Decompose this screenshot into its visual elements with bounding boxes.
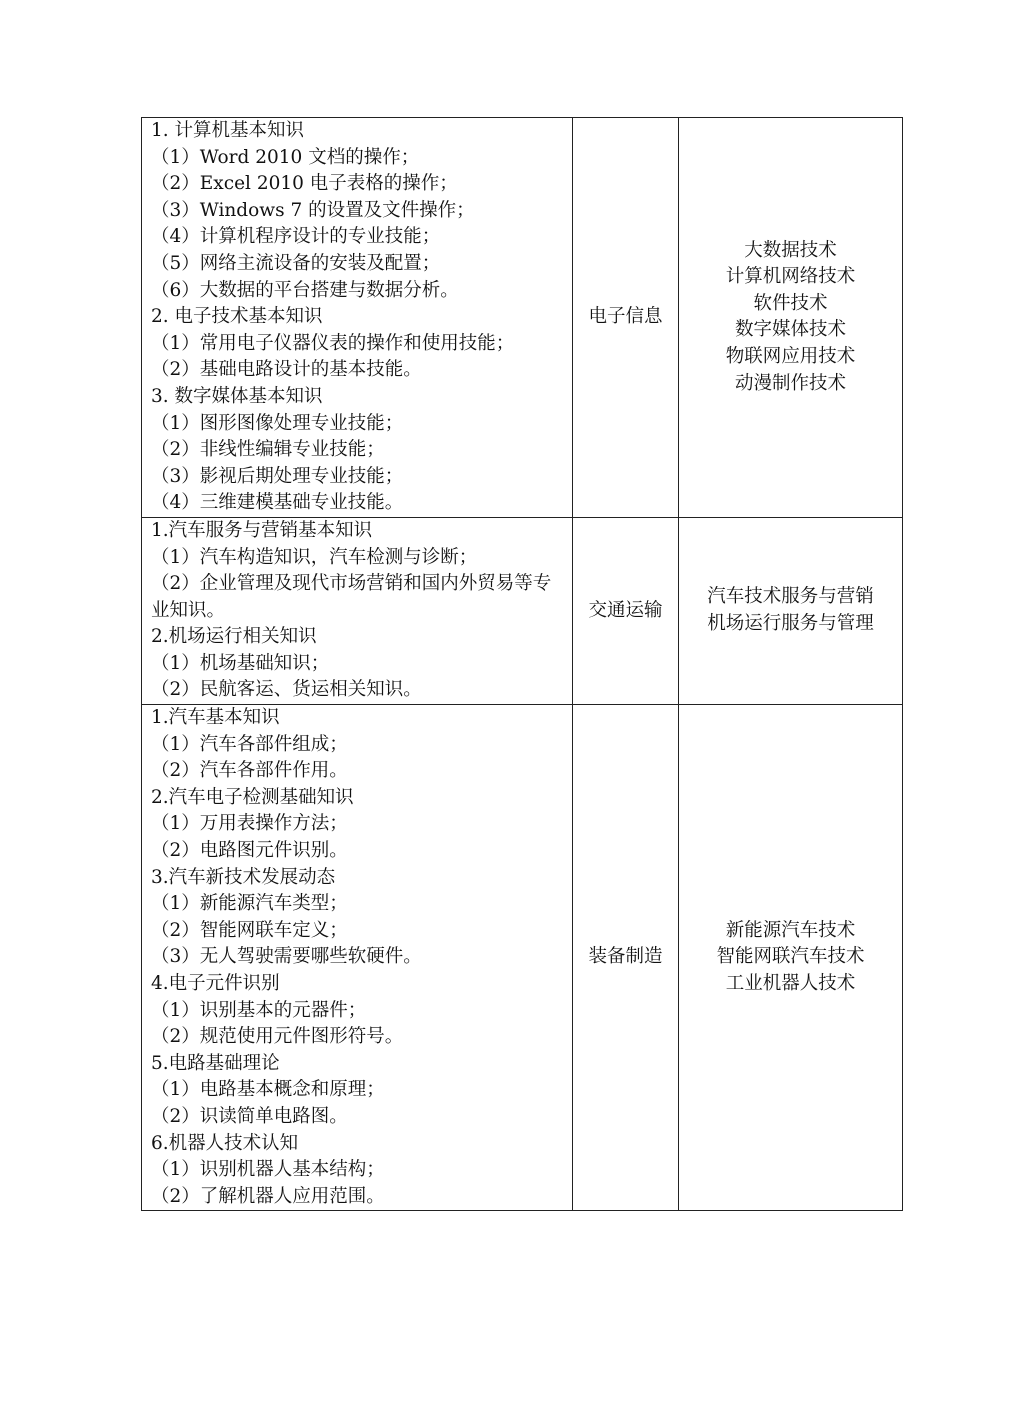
major-name: 智能网联汽车技术 xyxy=(716,946,865,968)
category-cell xyxy=(573,705,679,1211)
content-line: 2.汽车电子检测基础知识 xyxy=(151,786,354,808)
content-line: 1. 计算机基本知识 xyxy=(151,120,305,141)
category-label: 电子信息 xyxy=(588,306,663,328)
category-cell xyxy=(573,517,679,704)
majors-cell xyxy=(679,118,903,518)
major-name: 计算机网络技术 xyxy=(725,266,856,288)
major-name: 数字媒体技术 xyxy=(734,319,846,341)
major-name: 软件技术 xyxy=(753,292,828,314)
content-line: （1）万用表操作方法； xyxy=(151,813,348,835)
content-line: （1）Word 2010 文档的操作； xyxy=(151,146,420,168)
major-name: 汽车技术服务与营销 xyxy=(707,586,874,608)
table-row xyxy=(142,705,903,1211)
major-name: 物联网应用技术 xyxy=(725,346,856,368)
category-cell xyxy=(573,118,679,518)
content-line: （4）三维建模基础专业技能。 xyxy=(151,492,404,514)
content-line: （2）识读简单电路图。 xyxy=(151,1105,348,1127)
content-line: （2）Excel 2010 电子表格的操作； xyxy=(151,173,458,195)
category-label: 装备制造 xyxy=(588,946,663,968)
table-row xyxy=(142,517,903,704)
content-cell xyxy=(142,118,573,518)
content-line: 5.电路基础理论 xyxy=(151,1052,280,1074)
content-line: 3.汽车新技术发展动态 xyxy=(151,866,336,888)
content-line: （1）识别基本的元器件； xyxy=(151,999,367,1021)
majors-cell xyxy=(679,517,903,704)
content-line: （2）基础电路设计的基本技能。 xyxy=(151,359,422,381)
major-name: 工业机器人技术 xyxy=(725,973,856,994)
content-line: （3）Windows 7 的设置及文件操作； xyxy=(151,199,475,221)
content-cell xyxy=(142,705,573,1211)
content-line: （4）计算机程序设计的专业技能； xyxy=(151,226,441,248)
content-line: （2）智能网联车定义； xyxy=(151,919,348,941)
content-line: （6）大数据的平台搭建与数据分析。 xyxy=(151,279,459,301)
content-line: 1.汽车基本知识 xyxy=(151,707,280,729)
content-line: （1）图形图像处理专业技能； xyxy=(151,412,404,434)
content-line: （1）电路基本概念和原理； xyxy=(151,1079,385,1101)
table-row xyxy=(142,118,903,518)
content-line: （3）影视后期处理专业技能； xyxy=(151,465,404,487)
content-cell xyxy=(142,517,573,704)
content-line: （1）汽车构造知识，汽车检测与诊断； xyxy=(151,546,478,568)
content-line: （5）网络主流设备的安装及配置； xyxy=(151,252,441,274)
content-line: （2）规范使用元件图形符号。 xyxy=(151,1026,404,1048)
curriculum-table xyxy=(141,117,903,1211)
majors-cell xyxy=(679,705,903,1211)
content-line: 3. 数字媒体基本知识 xyxy=(151,385,323,407)
content-line: （1）新能源汽车类型； xyxy=(151,893,348,915)
content-line: （2）民航客运、货运相关知识。 xyxy=(151,679,422,701)
major-name: 新能源汽车技术 xyxy=(725,919,856,941)
major-name: 机场运行服务与管理 xyxy=(707,612,874,634)
content-line: （2）非线性编辑专业技能； xyxy=(151,439,385,461)
major-name: 大数据技术 xyxy=(744,239,837,261)
content-line: （2）了解机器人应用范围。 xyxy=(151,1185,385,1207)
content-line: （1）汽车各部件组成； xyxy=(151,733,348,755)
major-name: 动漫制作技术 xyxy=(734,372,846,394)
content-line: （3）无人驾驶需要哪些软硬件。 xyxy=(151,946,422,968)
content-line: （1）识别机器人基本结构； xyxy=(151,1159,385,1181)
content-line: （2）企业管理及现代市场营销和国内外贸易等专业知识。 xyxy=(151,573,552,621)
content-line: （1）机场基础知识； xyxy=(151,652,330,674)
content-line: 2.机场运行相关知识 xyxy=(151,626,317,648)
category-label: 交通运输 xyxy=(588,599,663,621)
content-line: 2. 电子技术基本知识 xyxy=(151,306,323,328)
content-line: 1.汽车服务与营销基本知识 xyxy=(151,519,373,541)
content-line: 4.电子元件识别 xyxy=(151,973,280,994)
content-line: 6.机器人技术认知 xyxy=(151,1132,299,1154)
content-line: （2）汽车各部件作用。 xyxy=(151,760,348,782)
content-line: （2）电路图元件识别。 xyxy=(151,840,348,862)
content-line: （1）常用电子仪器仪表的操作和使用技能； xyxy=(151,332,515,354)
